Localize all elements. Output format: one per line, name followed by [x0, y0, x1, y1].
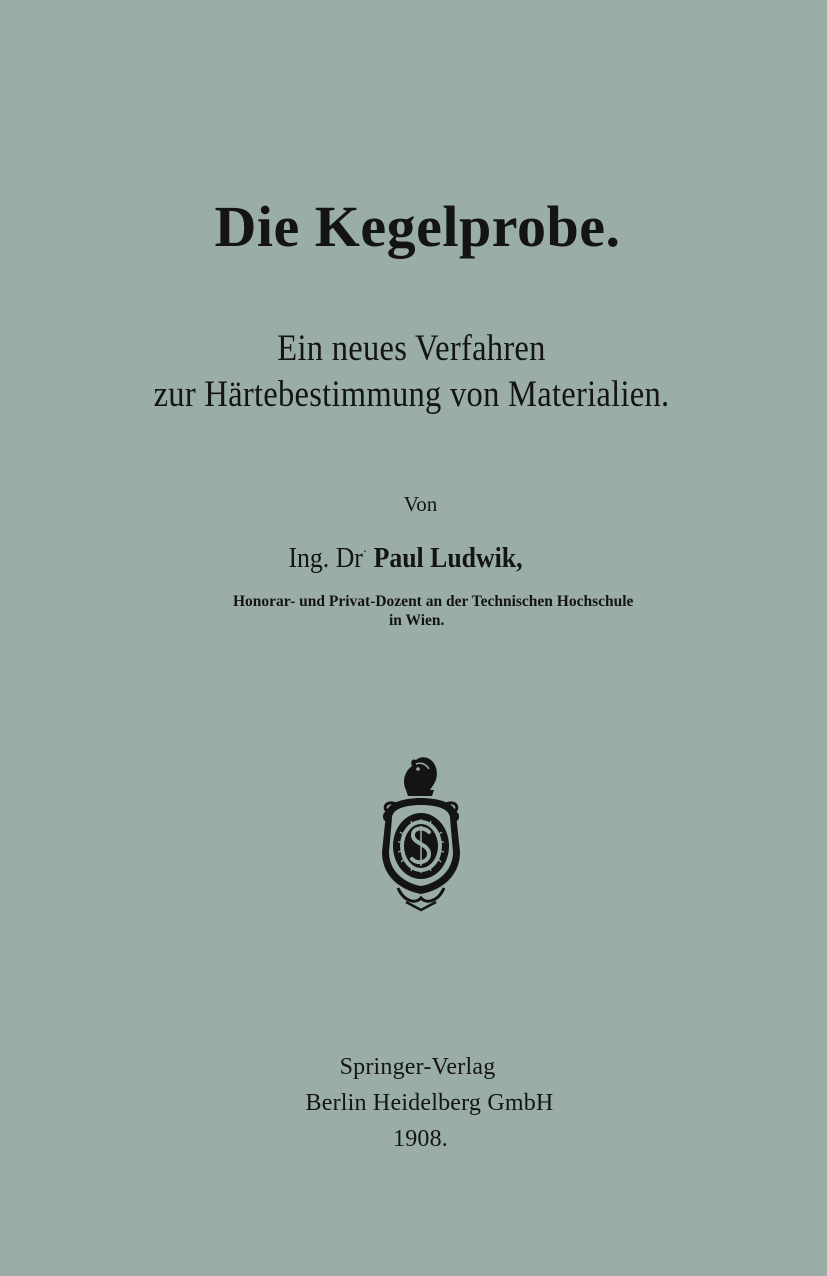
author-dr: Dr·	[335, 543, 368, 574]
publisher-location: Berlin Heidelberg GmbH	[305, 1090, 554, 1116]
subtitle-line-1: Ein neues Verfahren	[277, 328, 546, 369]
author-line	[25, 543, 786, 575]
author-prefix: Ing.	[288, 543, 330, 574]
affiliation-line-1: Honorar- und Privat-Dozent an der Technischen Hochschule	[233, 593, 634, 610]
publication-year: 1908.	[393, 1126, 448, 1152]
book-title: Die Kegelprobe.	[214, 194, 621, 259]
springer-horse-seal-icon	[376, 752, 466, 912]
affiliation-line-2: in Wien.	[389, 612, 445, 629]
author-name: Paul Ludwik,	[373, 543, 523, 574]
publisher-name: Springer-Verlag	[339, 1054, 496, 1080]
subtitle-line-2: zur Härtebestimmung von Materialien.	[153, 374, 670, 415]
by-label: Von	[403, 492, 438, 516]
